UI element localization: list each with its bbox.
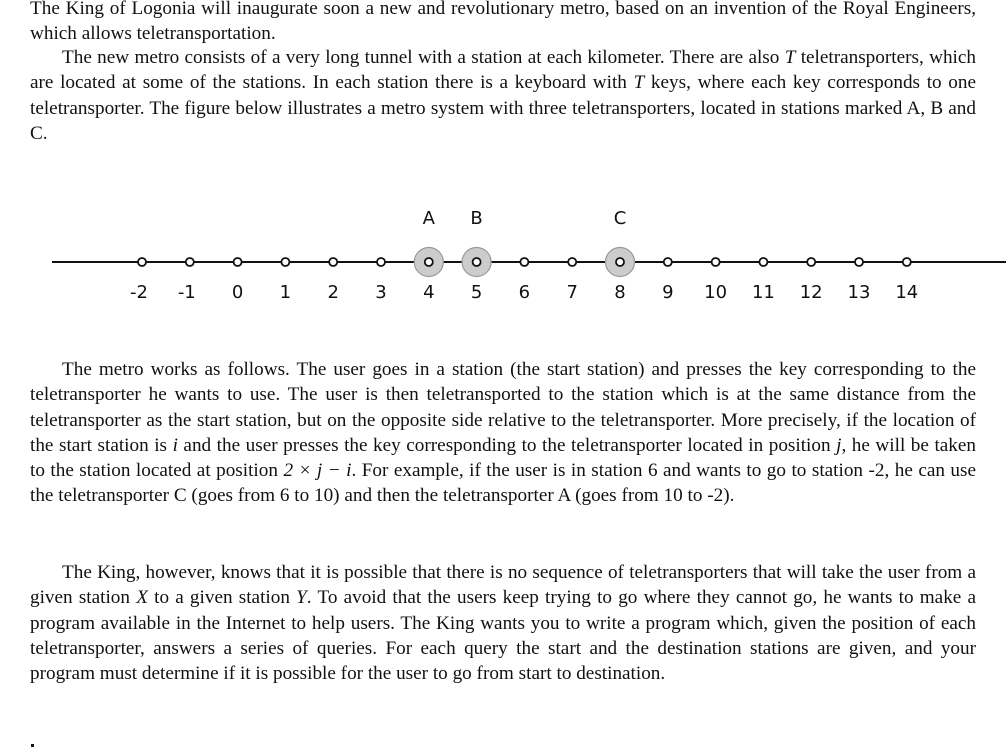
station-label: 11 (751, 282, 775, 303)
teletransporter-label-c: C (613, 208, 627, 229)
math-var-i: i (172, 434, 178, 456)
text-span: keys, where each key corresponds to one teletransporter. The figure below illustrates a metro system with three teletransporters, located in stations marked A, B and C. (30, 72, 976, 144)
station-dot (138, 258, 146, 266)
formula: 2 × j − i (283, 460, 352, 482)
station-dot (568, 258, 576, 266)
station-dot (712, 258, 720, 266)
station-labels (130, 282, 918, 303)
station-dot (377, 258, 385, 266)
text-span: . To avoid that the users keep trying to go where they cannot go, he wants to make a program available in the Internet to help users. The King wants you to write a program which, given the position of each teletransporter, answers a series of queries. For each query the start and the destination stations are given, and your program must determine if it is possible for the user to go from start to destination. (30, 587, 977, 685)
station-label: 13 (847, 282, 871, 303)
teletransporter-labels (423, 208, 627, 229)
station-label: 2 (327, 282, 339, 303)
station-label: 10 (704, 282, 728, 303)
station-label: 7 (566, 282, 578, 303)
page-continuation-mark (31, 744, 34, 747)
metro-line-diagram (0, 195, 1006, 315)
text-span: teletransporters, which are located at some of the stations. In each station there is a keyboard with (30, 47, 976, 94)
station-label: 14 (895, 282, 919, 303)
math-var-t: T (633, 72, 645, 94)
station-label: 4 (423, 282, 435, 303)
station-dot (807, 258, 815, 266)
math-var-t: T (784, 47, 796, 68)
station-dot (425, 258, 433, 266)
text-span: , he will be taken to the station located at position (30, 434, 976, 482)
text-span: The metro works as follows. The user goes in a station (the start station) and presses the key corresponding to the teletransporter he wants to use. The user is then teletransported to the station which is at the same distance from the teletransporter as the start station, but on the opposite side relative to the teletransporter. More precisely, if the location of the start station is (30, 359, 976, 456)
station-label: 5 (470, 282, 483, 303)
station-dot (520, 258, 528, 266)
metro-rules-paragraph (30, 357, 976, 509)
teletransporter-label-b: B (470, 208, 483, 229)
station-dot (186, 258, 194, 266)
station-label: -1 (177, 282, 196, 303)
math-var-x: X (136, 587, 148, 609)
station-label: 3 (375, 282, 387, 303)
station-dot (759, 258, 767, 266)
text-span: The new metro consists of a very long tunnel with a station at each kilometer. There are also (62, 47, 785, 68)
station-dot (234, 258, 242, 266)
station-dot (855, 258, 863, 266)
text-span: . For example, if the user is in station 6 and wants to go to station -2, he can use the teletransporter C (goes from 6 to 10) and then the teletransporter A (goes from 10 to -2). (30, 460, 976, 507)
station-dot (473, 258, 481, 266)
station-label: 12 (799, 282, 823, 303)
text-span: The King, however, knows that it is possible that there is no sequence of teletransporters that will take the user from a given station (30, 562, 976, 609)
text-span: to a given station (147, 587, 297, 609)
station-dot (664, 258, 672, 266)
station-dot (281, 258, 289, 266)
metro-description-paragraph (30, 45, 976, 146)
station-label: 9 (662, 282, 674, 303)
station-dot (903, 258, 911, 266)
station-dot (329, 258, 337, 266)
station-label: 1 (279, 282, 292, 303)
teletransporter-label-a: A (422, 208, 435, 229)
station-label: 8 (614, 282, 626, 303)
math-var-y: Y (296, 587, 307, 609)
station-label: 6 (518, 282, 531, 303)
station-label: -2 (130, 282, 148, 303)
task-paragraph (30, 560, 976, 686)
station-dot (616, 258, 624, 266)
station-label: 0 (231, 282, 244, 303)
text-span: and the user presses the key corresponding to the teletransporter located in position (177, 434, 837, 456)
math-var-j: j (836, 434, 842, 456)
intro-text: The King of Logonia will inaugurate soon a new and revolutionary metro, based on an invention of the Royal Engineers, which allows teletransportation. (30, 0, 976, 45)
intro-paragraph (30, 0, 976, 47)
